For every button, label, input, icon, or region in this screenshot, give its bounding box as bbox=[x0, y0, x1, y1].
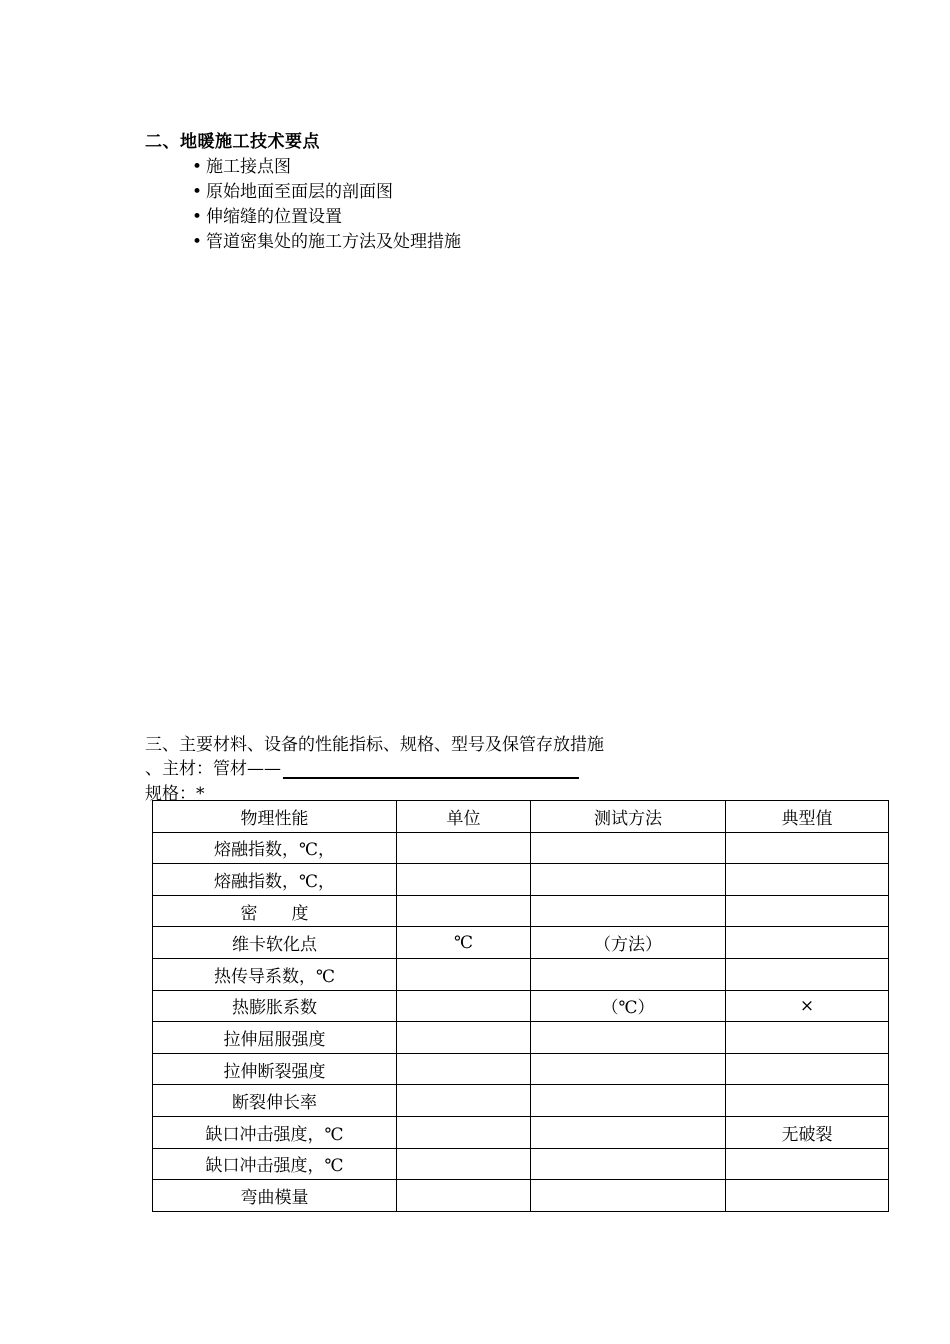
table-cell: 密 度 bbox=[153, 895, 397, 927]
table-cell bbox=[531, 1180, 726, 1212]
bullet-icon: • bbox=[192, 232, 203, 252]
table-cell bbox=[726, 832, 889, 864]
table-cell: （方法） bbox=[531, 927, 726, 959]
properties-table bbox=[152, 800, 889, 1212]
table-cell bbox=[397, 1085, 531, 1117]
table-cell: 拉伸屈服强度 bbox=[153, 1022, 397, 1054]
table-row bbox=[153, 958, 889, 990]
table-cell: 熔融指数，℃， bbox=[153, 864, 397, 896]
bullet-icon: • bbox=[192, 207, 203, 227]
table-cell bbox=[397, 864, 531, 896]
table-cell bbox=[531, 1053, 726, 1085]
bullet-icon: • bbox=[192, 182, 203, 202]
table-cell bbox=[531, 1085, 726, 1117]
table-cell bbox=[726, 1148, 889, 1180]
table-cell bbox=[397, 958, 531, 990]
header-cell: 物理性能 bbox=[153, 801, 397, 833]
table-cell bbox=[726, 1180, 889, 1212]
table-cell: 热膨胀系数 bbox=[153, 990, 397, 1022]
table-cell bbox=[531, 895, 726, 927]
table-cell bbox=[726, 958, 889, 990]
table-row bbox=[153, 1116, 889, 1148]
table-cell bbox=[531, 958, 726, 990]
table-cell: 缺口冲击强度，℃ bbox=[153, 1116, 397, 1148]
table-row bbox=[153, 1180, 889, 1212]
list-item bbox=[192, 205, 461, 230]
table-row bbox=[153, 1022, 889, 1054]
table-row bbox=[153, 1085, 889, 1117]
list-item bbox=[192, 180, 461, 205]
table-cell: ℃ bbox=[397, 927, 531, 959]
list-item-label: 原始地面至面层的剖面图 bbox=[206, 182, 393, 202]
table-row bbox=[153, 832, 889, 864]
header-cell: 典型值 bbox=[726, 801, 889, 833]
table-cell: 无破裂 bbox=[726, 1116, 889, 1148]
table-cell bbox=[726, 1085, 889, 1117]
table-cell bbox=[531, 1116, 726, 1148]
table-cell bbox=[397, 1022, 531, 1054]
table-cell bbox=[531, 864, 726, 896]
table-cell: 缺口冲击强度，℃ bbox=[153, 1148, 397, 1180]
table-cell bbox=[397, 895, 531, 927]
table-cell bbox=[531, 832, 726, 864]
table-cell bbox=[397, 1116, 531, 1148]
table-cell bbox=[531, 1022, 726, 1054]
table-cell: 热传导系数，℃ bbox=[153, 958, 397, 990]
fill-in-blank bbox=[283, 759, 579, 779]
table-cell bbox=[531, 1148, 726, 1180]
table-cell: 拉伸断裂强度 bbox=[153, 1053, 397, 1085]
list-item bbox=[192, 230, 461, 255]
table-cell: 熔融指数，℃， bbox=[153, 832, 397, 864]
table-cell bbox=[726, 864, 889, 896]
list-item-label: 伸缩缝的位置设置 bbox=[206, 207, 342, 227]
list-item-label: 管道密集处的施工方法及处理措施 bbox=[206, 232, 461, 252]
table-cell bbox=[397, 990, 531, 1022]
table-cell: 弯曲模量 bbox=[153, 1180, 397, 1212]
main-material-line bbox=[145, 754, 579, 779]
spec-line: 规格：* bbox=[145, 784, 205, 804]
table-cell bbox=[397, 1180, 531, 1212]
list-item-label: 施工接点图 bbox=[206, 157, 291, 177]
table-cell bbox=[397, 1148, 531, 1180]
table-cell bbox=[726, 1053, 889, 1085]
table-row bbox=[153, 927, 889, 959]
table-cell bbox=[397, 832, 531, 864]
table-cell: 维卡软化点 bbox=[153, 927, 397, 959]
table-cell: 断裂伸长率 bbox=[153, 1085, 397, 1117]
section-3-title: 三、主要材料、设备的性能指标、规格、型号及保管存放措施 bbox=[145, 735, 604, 755]
header-cell: 测试方法 bbox=[531, 801, 726, 833]
table-cell: （℃） bbox=[531, 990, 726, 1022]
table-header-row bbox=[153, 801, 889, 833]
section-2-title: 二、地暖施工技术要点 bbox=[145, 132, 320, 152]
main-material-label: 、主材：管材—— bbox=[145, 759, 281, 779]
table-row bbox=[153, 1148, 889, 1180]
table-cell bbox=[397, 1053, 531, 1085]
key-points-list bbox=[192, 155, 461, 255]
table-cell: × bbox=[726, 990, 889, 1022]
list-item bbox=[192, 155, 461, 180]
table-cell bbox=[726, 927, 889, 959]
table-cell bbox=[726, 1022, 889, 1054]
table-cell bbox=[726, 895, 889, 927]
table-row bbox=[153, 895, 889, 927]
bullet-icon: • bbox=[192, 157, 203, 177]
table-row bbox=[153, 864, 889, 896]
header-cell: 单位 bbox=[397, 801, 531, 833]
table-row bbox=[153, 1053, 889, 1085]
table-row bbox=[153, 990, 889, 1022]
